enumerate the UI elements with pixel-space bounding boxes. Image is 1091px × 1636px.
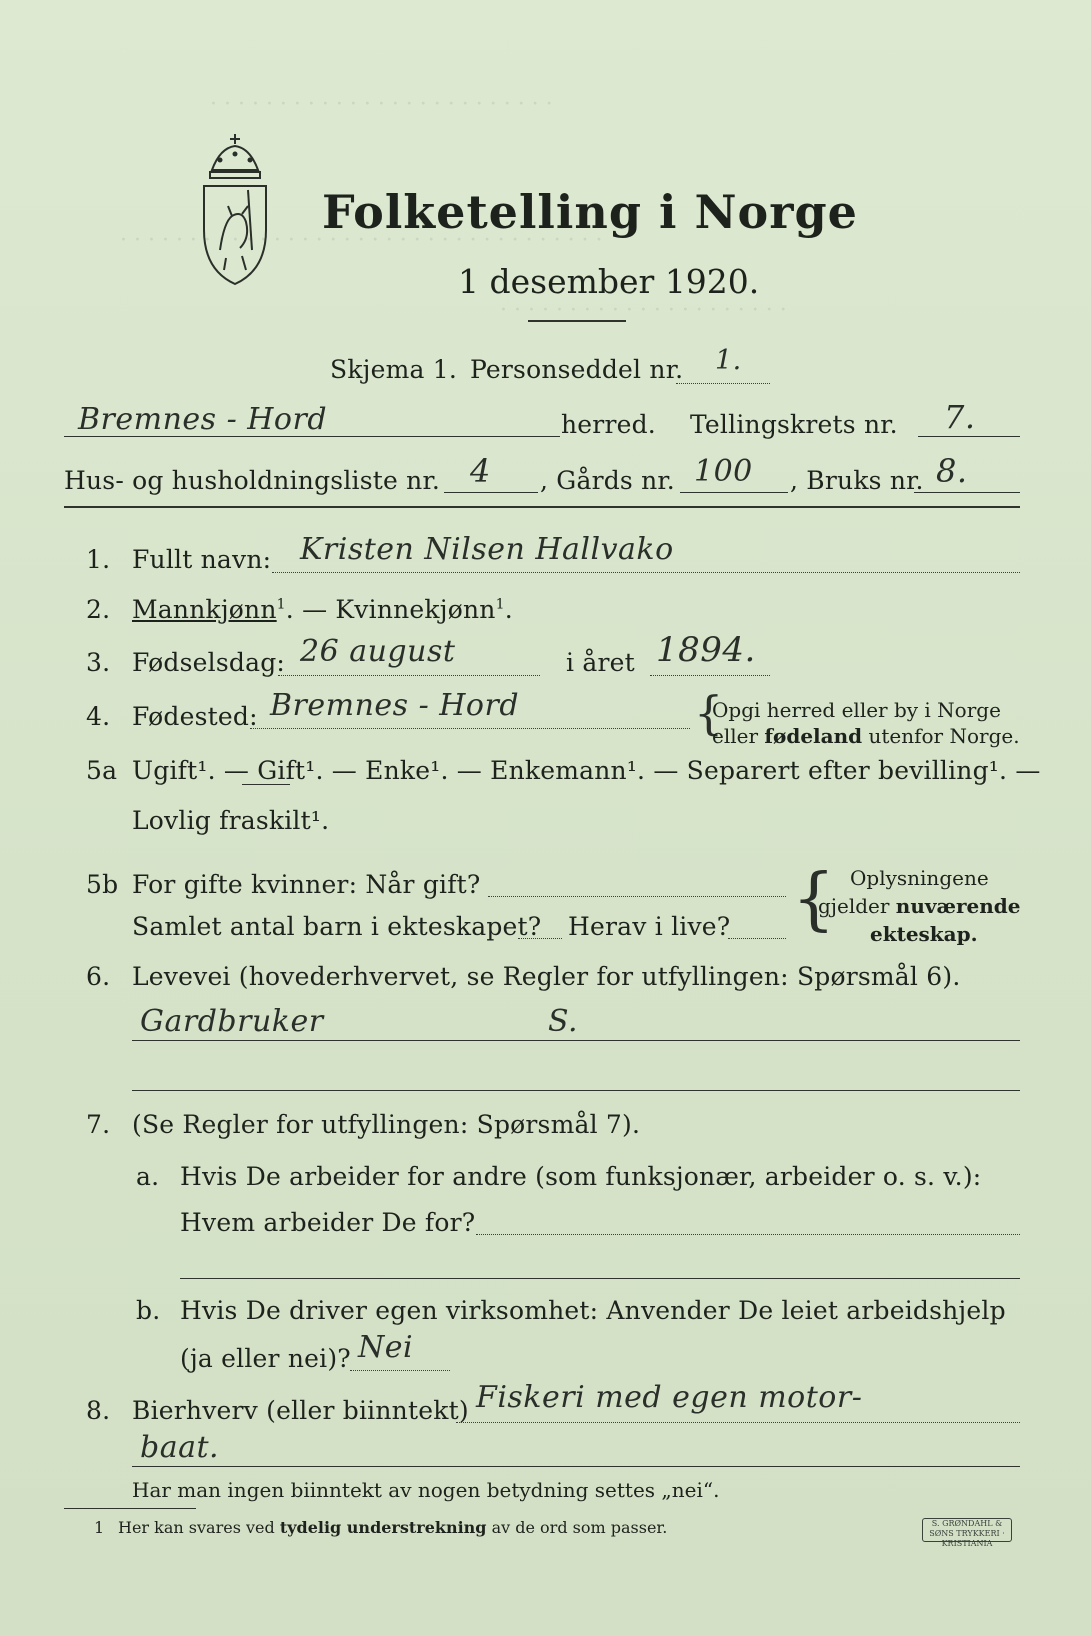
q2-number: 2. <box>86 595 111 624</box>
side-income-field-line-2 <box>132 1466 1020 1467</box>
sex-male-footnote-mark: 1 <box>276 596 286 613</box>
marital-status-divorced-option[interactable]: Lovlig fraskilt¹. <box>132 806 330 835</box>
q6-number: 6. <box>86 962 111 991</box>
marriage-note-brace: { <box>792 860 836 939</box>
occupation-value[interactable]: Gardbruker <box>140 1004 324 1039</box>
bleed-through-text: · · · · · · · · · · · · · · · · · · · · · <box>500 298 787 323</box>
herred-field-line <box>64 436 560 437</box>
hired-help-value[interactable]: Nei <box>358 1330 414 1365</box>
children-count-field-line <box>518 938 562 939</box>
herred-label: herred. <box>561 410 656 439</box>
husliste-label: Hus- og husholdningsliste nr. <box>64 466 441 495</box>
hired-help-field-line <box>350 1370 450 1371</box>
sex-female-option[interactable]: . — Kvinnekjønn <box>285 595 496 624</box>
employer-label: Hvem arbeider De for? <box>180 1208 476 1237</box>
herred-value[interactable]: Bremnes - Hord <box>78 402 328 437</box>
full-name-value[interactable]: Kristen Nilsen Hallvako <box>300 532 674 567</box>
employer-field-line-2 <box>180 1278 1020 1279</box>
q7a-letter: a. <box>136 1162 160 1191</box>
form-date: 1 desember 1920. <box>458 262 760 301</box>
marital-status-options[interactable]: Ugift¹. — Gift¹. — Enke¹. — Enkemann¹. — Separert efter bevilling¹. — <box>132 756 1041 785</box>
q7b-question: Hvis De driver egen virksomhet: Anvender De leiet arbeidshjelp <box>180 1296 1006 1325</box>
married-when-field-line <box>488 896 786 897</box>
marriage-note-line3: ekteskap. <box>870 922 978 946</box>
children-count-label: Samlet antal barn i ekteskapet? <box>132 912 542 941</box>
sex-options: Mannkjønn$^1$. — Kvinnekjønn$^1$. <box>132 595 513 624</box>
husliste-value[interactable]: 4 <box>470 452 491 490</box>
side-income-value[interactable]: Fiskeri med egen motor- <box>476 1380 863 1415</box>
footnote-marker: 1 <box>94 1518 105 1537</box>
occupation-field-line-2 <box>132 1090 1020 1091</box>
norwegian-coat-of-arms-icon <box>190 130 280 290</box>
employer-field-line <box>476 1234 1020 1235</box>
q3-number: 3. <box>86 648 111 677</box>
bleed-through-text: · · · · · · · · · · · · · · · · · · · · · · · · · · · · · · · · · · · <box>120 228 603 253</box>
birth-year-value[interactable]: 1894. <box>656 630 756 670</box>
bleed-through-text: · · · · · · · · · · · · · · · · · · · · · · · · · <box>210 92 553 117</box>
tellingskrets-field-line <box>918 436 1020 437</box>
q5b-number: 5b <box>86 870 119 899</box>
bruks-value[interactable]: 8. <box>936 452 968 490</box>
personseddel-label: Personseddel nr. <box>470 355 684 384</box>
married-when-label: For gifte kvinner: Når gift? <box>132 870 481 899</box>
personseddel-field-line <box>676 383 770 384</box>
q8-number: 8. <box>86 1396 111 1425</box>
personseddel-value[interactable]: 1. <box>715 345 742 376</box>
q3-label: Fødselsdag: <box>132 648 286 677</box>
full-name-field-line <box>272 572 1020 573</box>
q4-number: 4. <box>86 702 111 731</box>
gards-field-line <box>680 492 788 493</box>
birthplace-value[interactable]: Bremnes - Hord <box>270 688 520 723</box>
birthplace-note-line2: eller fødeland utenfor Norge. <box>712 724 1020 748</box>
occupation-label: Levevei (hovederhvervet, se Regler for utfyllingen: Spørsmål 6). <box>132 962 961 991</box>
section-divider <box>64 506 1020 508</box>
occupation-field-line <box>132 1040 1020 1041</box>
sex-male-option[interactable]: Mannkjønn <box>132 595 277 624</box>
birth-year-field-line <box>650 675 770 676</box>
birthplace-note-brace: { <box>694 686 724 740</box>
title-rule <box>528 320 626 322</box>
marriage-note-line2: gjelder nuværende <box>818 894 1021 918</box>
birthplace-note-line1: Opgi herred eller by i Norge <box>712 698 1001 722</box>
side-income-field-line <box>456 1422 1020 1423</box>
nei-instruction: Har man ingen biinntekt av nogen betydning settes „nei“. <box>132 1478 720 1502</box>
children-alive-field-line <box>728 938 786 939</box>
q7-label: (Se Regler for utfyllingen: Spørsmål 7). <box>132 1110 641 1139</box>
gards-label: , Gårds nr. <box>540 466 675 495</box>
q5a-number: 5a <box>86 756 118 785</box>
q7a-question: Hvis De arbeider for andre (som funksjonær, arbeider o. s. v.): <box>180 1162 982 1191</box>
q1-label: Fullt navn: <box>132 545 272 574</box>
q4-label: Fødested: <box>132 702 258 731</box>
marriage-note-line1: Oplysningene <box>850 866 989 890</box>
footnote-text: Her kan svares ved tydelig understrekning av de ord som passer. <box>118 1518 668 1537</box>
q7b-letter: b. <box>136 1296 161 1325</box>
husliste-field-line <box>444 492 538 493</box>
schema-label: Skjema 1. <box>330 355 458 384</box>
birth-year-label: i året <box>566 648 635 677</box>
printer-stamp: S. GRØNDAHL & SØNS TRYKKERI · KRISTIANIA <box>922 1518 1012 1542</box>
tellingskrets-value[interactable]: 7. <box>944 398 976 436</box>
side-income-value-cont[interactable]: baat. <box>140 1430 220 1465</box>
birthplace-field-line <box>250 728 690 729</box>
children-alive-label: Herav i live? <box>568 912 731 941</box>
side-income-label: Bierhverv (eller biinntekt) <box>132 1396 469 1425</box>
hired-help-label: (ja eller nei)? <box>180 1344 351 1373</box>
q7-number: 7. <box>86 1110 111 1139</box>
bruks-field-line <box>914 492 1020 493</box>
birthday-field-line <box>278 675 540 676</box>
gards-value[interactable]: 100 <box>694 454 753 489</box>
married-underline <box>242 784 290 785</box>
q1-number: 1. <box>86 545 111 574</box>
sex-female-footnote-mark: 1 <box>495 596 505 613</box>
bruks-label: , Bruks nr. <box>790 466 924 495</box>
footnote-rule <box>64 1508 196 1509</box>
tellingskrets-label: Tellingskrets nr. <box>690 410 898 439</box>
occupation-code[interactable]: S. <box>548 1004 579 1039</box>
birthday-value[interactable]: 26 august <box>300 634 456 669</box>
form-title: Folketelling i Norge <box>322 185 858 239</box>
